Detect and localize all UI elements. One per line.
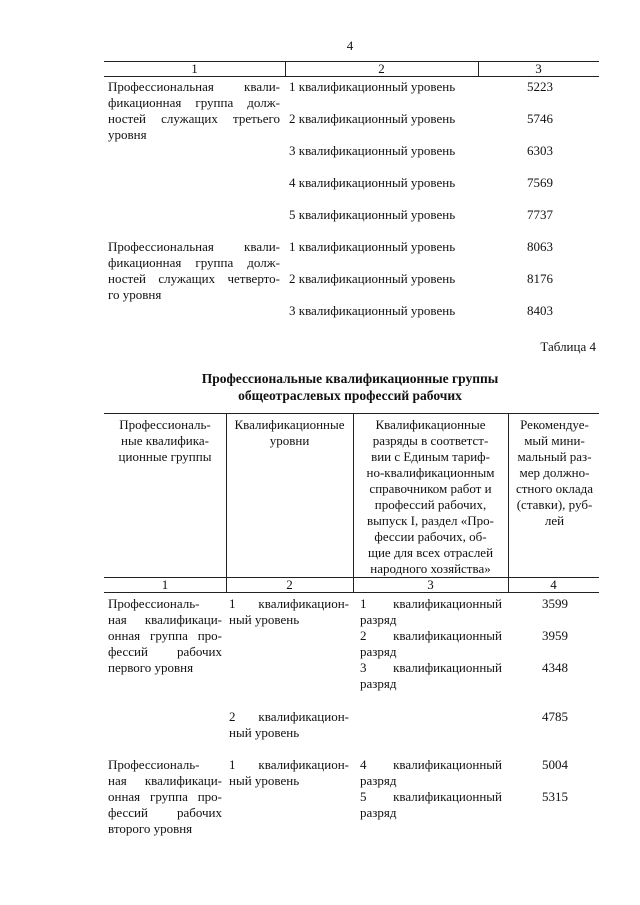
column-number: 2: [286, 577, 293, 592]
column-number: 2: [378, 61, 385, 76]
salary-value: 5746: [527, 111, 553, 126]
column-number: 3: [535, 61, 542, 76]
table-caption: Таблица 4: [540, 339, 596, 354]
group-name: Профессиональная квали- фикационная группа долж- ностей служащих третьего уровня: [108, 79, 280, 142]
salary-value: 5223: [527, 79, 553, 94]
group-name: Профессиональ- ная квалификаци- онная группа про- фессий рабочих второго уровня: [108, 757, 222, 836]
column-number: 3: [427, 577, 434, 592]
group-name: Профессиональная квали- фикационная группа долж- ностей служащих четверто- го уровня: [108, 239, 280, 302]
column-header: Рекомендуе- мый мини- мальный раз- мер должно- стного оклада (ставки), руб- лей: [515, 417, 594, 528]
level-label: 3 квалификационный уровень: [289, 143, 456, 158]
level-label: 1 квалификационный уровень: [289, 239, 456, 254]
rank-label: 3 квалификационный разряд: [360, 660, 502, 691]
salary-value: 6303: [527, 143, 553, 158]
column-header: Квалификационные уровни: [234, 417, 345, 448]
salary-value: 8403: [527, 303, 553, 318]
column-number: 1: [161, 577, 169, 592]
rank-label: 2 квалификационный разряд: [360, 628, 502, 659]
table-title: Профессиональные квалификационные группы общеотраслевых профессий рабочих: [201, 371, 499, 403]
level-label: 2 квалификационный уровень: [289, 111, 456, 126]
column-number: 4: [550, 577, 557, 592]
salary-value: 7569: [527, 175, 553, 190]
rank-label: 5 квалификационный разряд: [360, 789, 502, 820]
page-number: 4: [346, 38, 354, 53]
group-name: Профессиональ- ная квалификаци- онная группа про- фессий рабочих первого уровня: [108, 596, 222, 675]
column-number: 1: [191, 61, 198, 76]
salary-value: 5004: [542, 757, 568, 772]
salary-value: 4785: [542, 709, 568, 724]
level-label: 1 квалификацион- ный уровень: [229, 596, 349, 627]
level-label: 5 квалификационный уровень: [289, 207, 456, 222]
rank-label: 4 квалификационный разряд: [360, 757, 502, 788]
salary-value: 7737: [527, 207, 553, 222]
level-label: 1 квалификацион- ный уровень: [229, 757, 349, 788]
salary-value: 8063: [527, 239, 553, 254]
level-label: 1 квалификационный уровень: [289, 79, 456, 94]
level-label: 3 квалификационный уровень: [289, 303, 456, 318]
salary-value: 5315: [542, 789, 568, 804]
salary-value: 8176: [527, 271, 553, 286]
salary-value: 3599: [542, 596, 568, 611]
rank-label: 1 квалификационный разряд: [360, 596, 502, 627]
salary-value: 4348: [542, 660, 568, 675]
level-label: 2 квалификационный уровень: [289, 271, 456, 286]
level-label: 4 квалификационный уровень: [289, 175, 456, 190]
column-header: Профессиональ- ные квалифика- ционные группы: [118, 417, 212, 464]
column-header: Квалификационные разряды в соответст- вии с Единым тариф- но-квалификационным справочником работ и профессий рабочих, выпуск I, раздел «Про- фессии рабочих, об- щие для всех отраслей народного хозяйства»: [366, 417, 495, 576]
level-label: 2 квалификацион- ный уровень: [229, 709, 349, 740]
salary-value: 3959: [542, 628, 568, 643]
